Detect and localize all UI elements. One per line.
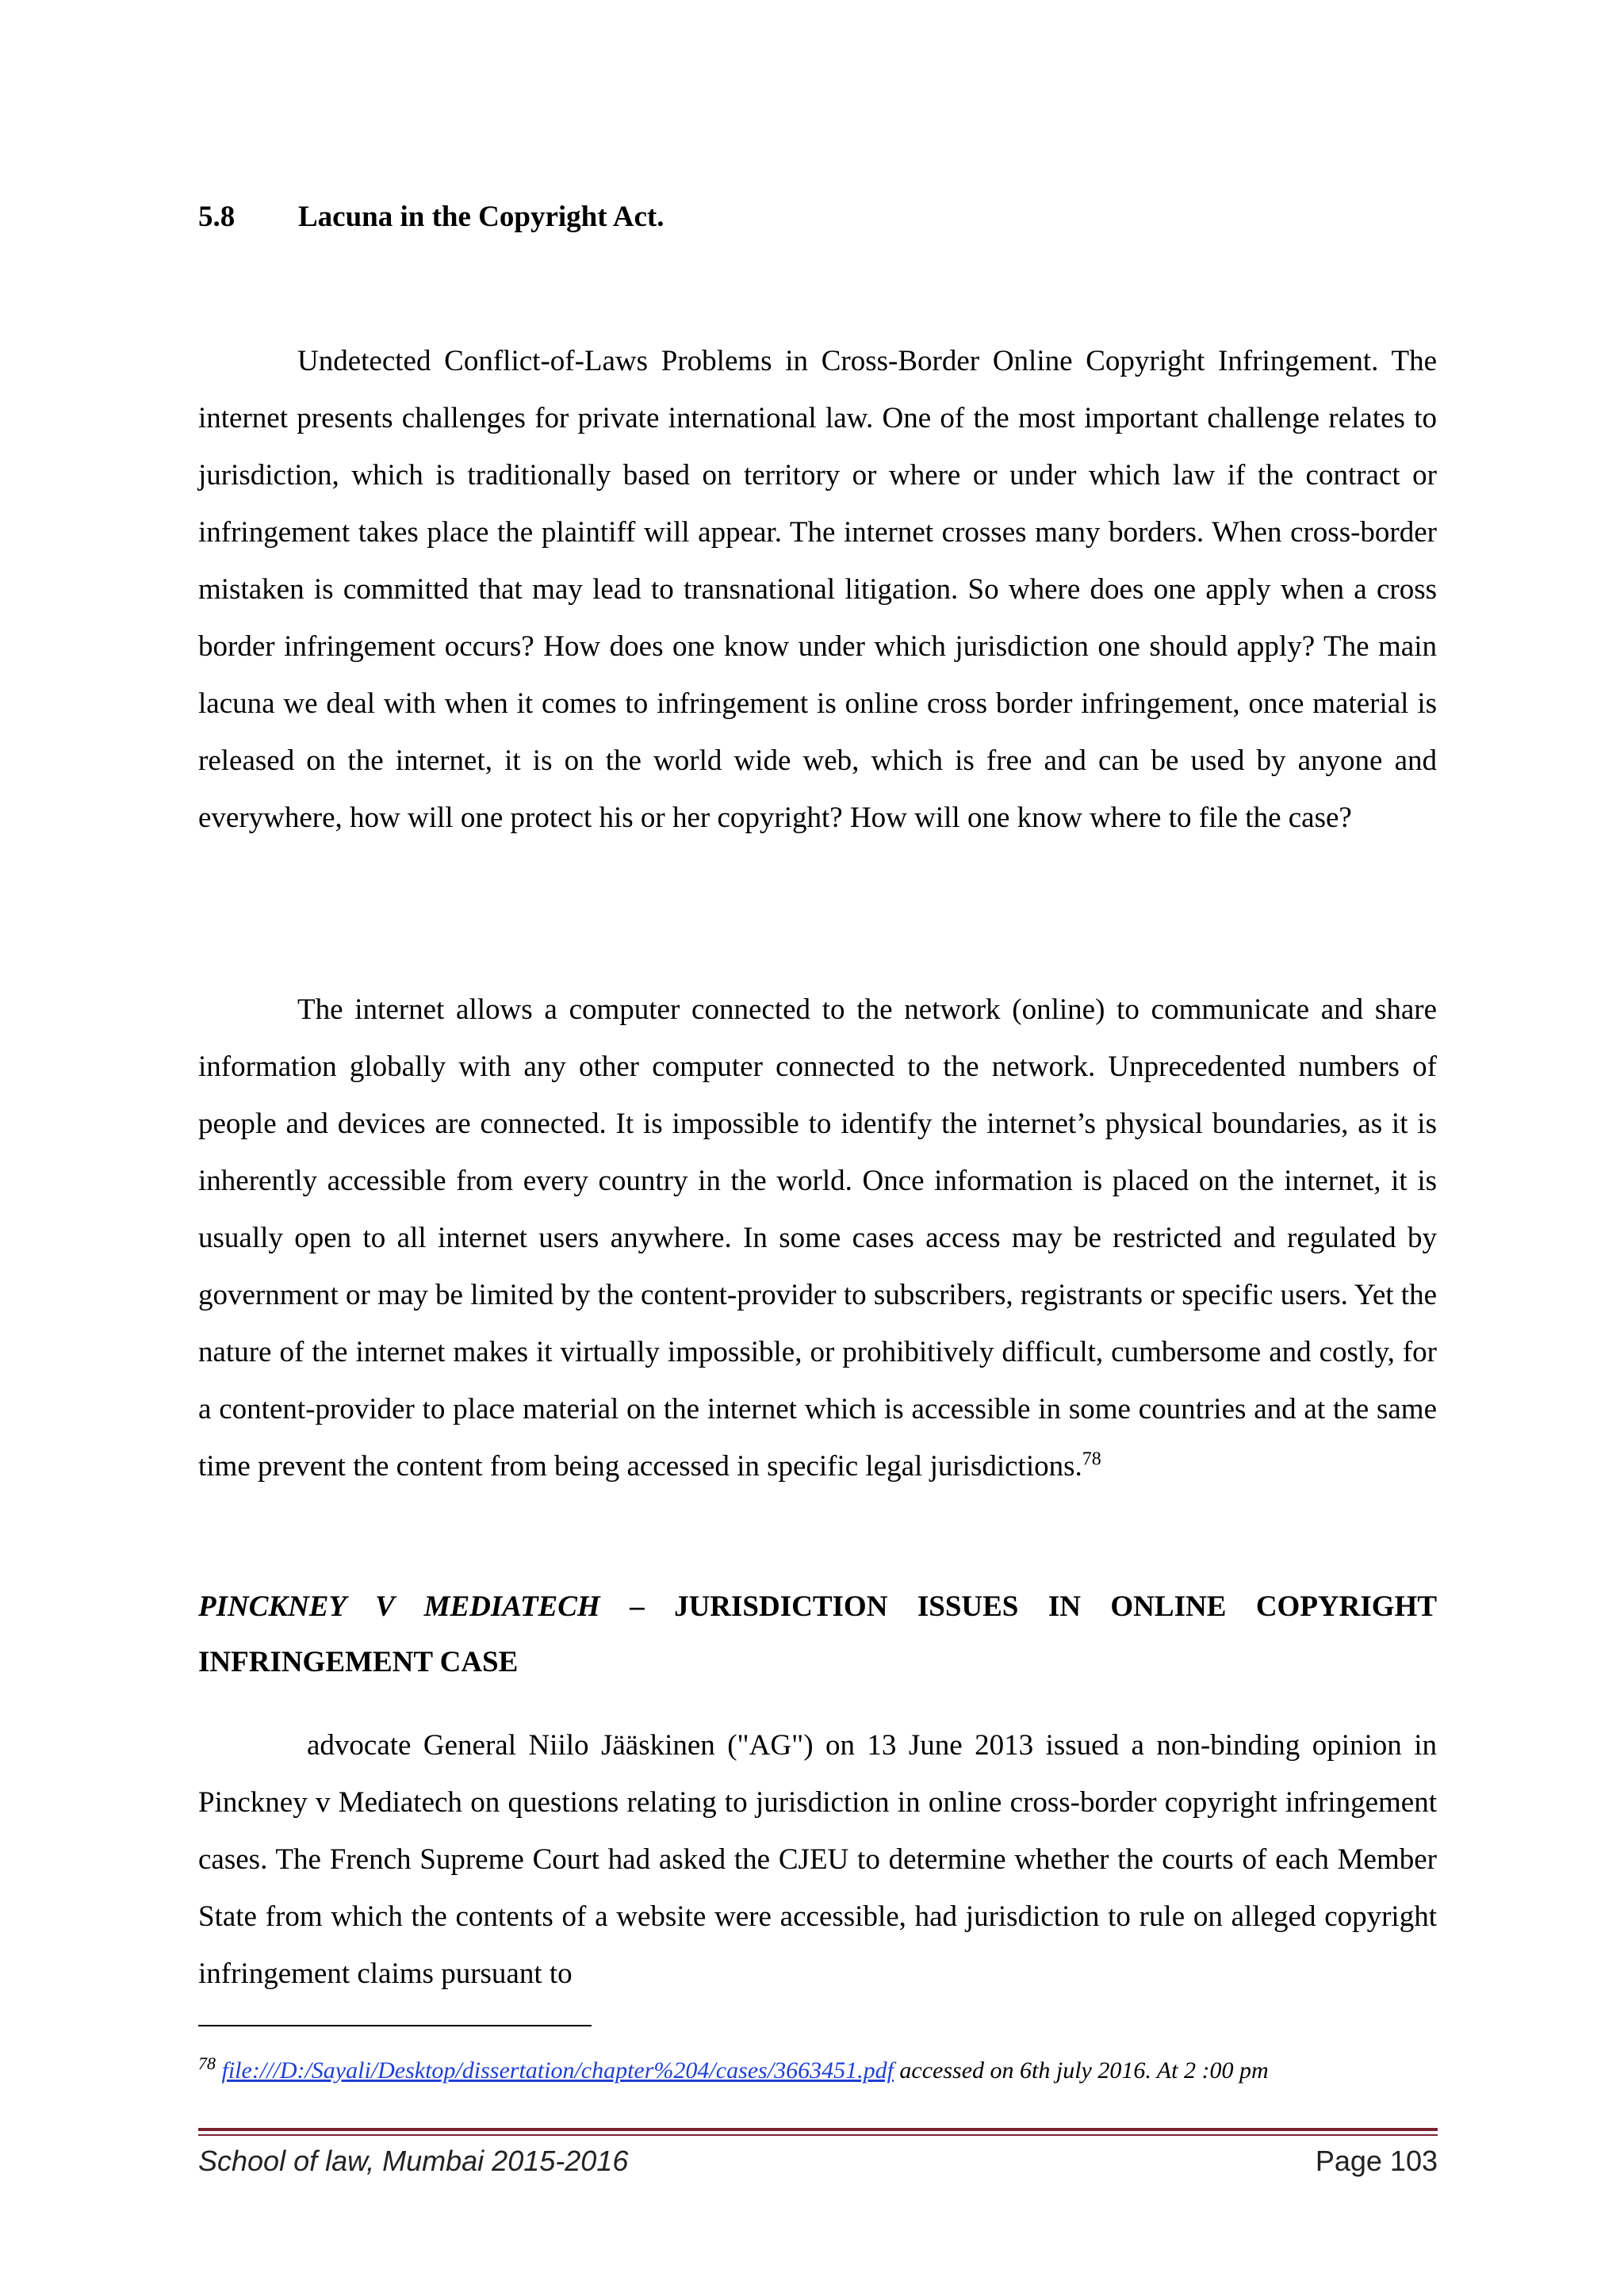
footnote-number: 78 — [198, 2053, 216, 2073]
paragraph-conflict-of-laws — [198, 333, 1437, 847]
footnote — [198, 2048, 1437, 2087]
section-heading — [198, 198, 665, 236]
footnote-reference[interactable]: 78 — [1082, 1448, 1101, 1470]
paragraph-internet-boundaries — [198, 982, 1437, 1495]
footer-rule-thick — [198, 2128, 1438, 2131]
page-footer — [198, 2141, 1438, 2181]
paragraph-text: The internet allows a computer connected to the network (online) to communicate and share information globally with any other computer connected to the network. Unprecedented numbers of people and devices are connected. It is impossible to identify the internet’s physical boundaries, as it is inherently accessible from every country in the world. Once information is placed on the internet, it is usually open to all internet users anywhere. In some cases access may be restricted and regulated by government or may be limited by the content-provider to subscribers, registrants or specific users. Yet the nature of the internet makes it virtually impossible, or prohibitively difficult, cumbersome and costly, for a content-provider to place material on the internet which is accessible in some countries and at the same time prevent the content from being accessed in specific legal jurisdictions. — [198, 993, 1437, 1483]
paragraph-advocate-general — [198, 1717, 1437, 2003]
footnote-text: accessed on 6th july 2016. At 2 :00 pm — [893, 2057, 1269, 2084]
footer-school: School of law, Mumbai 2015-2016 — [198, 2145, 629, 2177]
section-title: Lacuna in the Copyright Act. — [298, 201, 665, 233]
case-name: PINCKNEY V MEDIATECH — [198, 1590, 600, 1623]
footnote-separator — [198, 2025, 592, 2026]
footer-rule-thin — [198, 2134, 1438, 2136]
paragraph-text: advocate General Niilo Jääskinen ("AG") on 13 June 2013 issued a non-binding opinion in Pinckney v Mediatech on questions relating to jurisdiction in online cross-border copyright infringement cases. The French Supreme Court had asked the CJEU to determine whether the courts of each Member State from which the contents of a website were accessible, had jurisdiction to rule on alleged copyright infringement claims pursuant to — [198, 1729, 1437, 1990]
paragraph-text: Undetected Conflict-of-Laws Problems in Cross-Border Online Copyright Infringement. The internet presents challenges for private international law. One of the most important challenge relates to jurisdiction, which is traditionally based on territory or where or under which law if the contract or infringement takes place the plaintiff will appear. The internet crosses many borders. When cross-border mistaken is committed that may lead to transnational litigation. So where does one apply when a cross border infringement occurs? How does one know under which jurisdiction one should apply? The main lacuna we deal with when it comes to infringement is online cross border infringement, once material is released on the internet, it is on the world wide web, which is free and can be used by anyone and everywhere, how will one protect his or her copyright? How will one know where to file the case? — [198, 345, 1437, 834]
footer-page-number: Page 103 — [1315, 2145, 1438, 2177]
section-number: 5.8 — [198, 201, 236, 233]
case-heading — [198, 1579, 1437, 1690]
case-heading-rest: – JURISDICTION ISSUES IN ONLINE COPYRIGHT INFRINGEMENT CASE — [198, 1590, 1437, 1678]
footnote-link[interactable]: file:///D:/Sayali/Desktop/dissertation/chapter%204/cases/3663451.pdf — [221, 2057, 894, 2084]
